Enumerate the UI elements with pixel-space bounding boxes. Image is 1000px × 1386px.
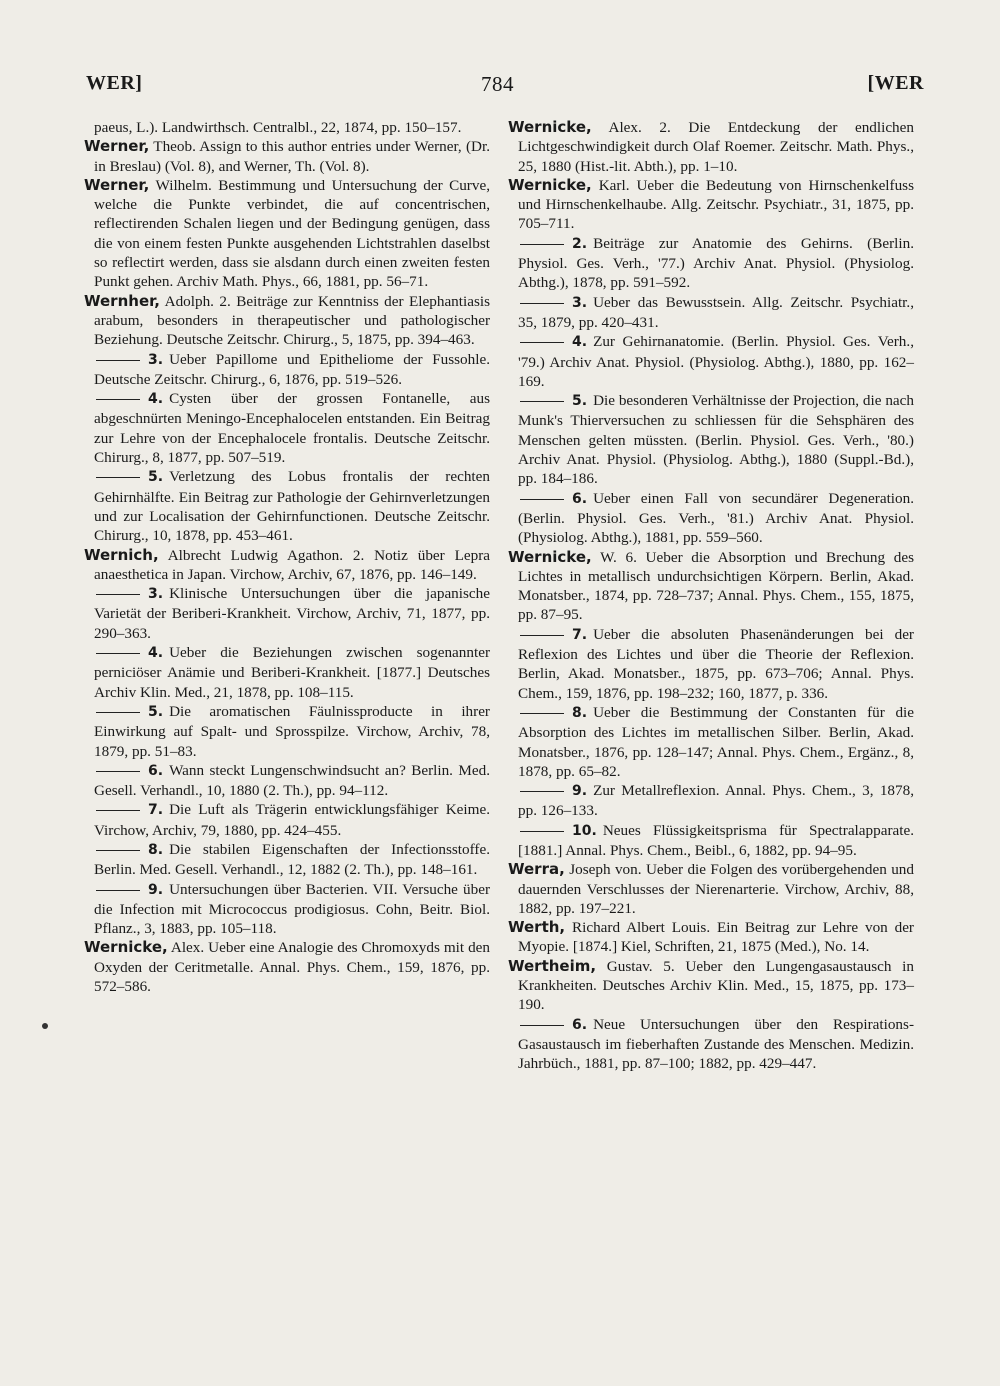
entry-text: Joseph von. Ueber die Folgen des vorübergehenden und dauernden Verschlusses der Nierenarterie. Virchow, Archiv, 88, 1882, pp. 197–221.	[518, 861, 914, 917]
bibliography-entry	[508, 781, 914, 821]
entry-text: Zur Metallreflexion. Annal. Phys. Chem., 3, 1878, pp. 126–133.	[518, 782, 914, 820]
ditto-dash	[96, 810, 140, 811]
entry-text: W. 6. Ueber die Absorption und Brechung des Lichtes in metallisch undurchsichtigen Körpern. Berlin, Akad. Monatsber., 1874, pp. 728–737; Annal. Phys. Chem., 155, 1875, pp. 87–95.	[518, 548, 914, 624]
entry-number: 8.	[572, 704, 588, 721]
ditto-dash	[520, 303, 564, 304]
ditto-dash	[96, 712, 140, 713]
ditto-dash	[520, 635, 564, 636]
entry-number: 7.	[148, 802, 164, 819]
bibliography-entry	[84, 467, 490, 545]
entry-text: Neues Flüssigkeitsprisma für Spectralapparate. [1881.] Annal. Phys. Chem., Beibl., 6, 1882, pp. 94–95.	[518, 821, 914, 859]
bibliography-entry	[84, 643, 490, 702]
entry-number: 6.	[572, 1016, 588, 1033]
ditto-dash	[96, 653, 140, 654]
entry-text: Untersuchungen über Bacterien. VII. Versuche über die Infection mit Micrococcus prodigiosus. Cohn, Beitr. Biol. Pflanz., 3, 1883, pp. 105–118.	[94, 880, 490, 938]
bibliography-entry	[84, 292, 490, 350]
author-name: Wernicke,	[508, 118, 592, 136]
bibliography-entry	[84, 176, 490, 292]
author-name: Wernher,	[84, 291, 161, 310]
entry-number: 4.	[572, 334, 588, 351]
entry-number: 8.	[148, 841, 164, 858]
ditto-dash	[520, 401, 564, 402]
author-name: Wernicke,	[84, 938, 168, 957]
bibliography-entry	[84, 800, 490, 840]
entry-number: 9.	[572, 783, 588, 800]
ditto-dash	[520, 342, 564, 343]
bibliography-entry	[84, 546, 490, 585]
bibliography-entry	[84, 137, 490, 176]
right-column	[508, 118, 914, 1074]
ditto-dash	[96, 360, 140, 361]
entry-number: 7.	[572, 626, 588, 643]
entry-number: 6.	[148, 762, 164, 779]
author-name: Werra,	[508, 860, 565, 879]
ditto-dash	[520, 831, 564, 832]
entry-number: 4.	[148, 391, 164, 408]
entry-text: Die stabilen Eigenschaften der Infectionsstoffe. Berlin. Med. Gesell. Verhandl., 12, 1882 (2. Th.), pp. 148–161.	[94, 840, 490, 879]
entry-number: 2.	[572, 235, 588, 252]
entry-text: Karl. Ueber die Bedeutung von Hirnschenkelfuss und Hirnschenkelhaube. Allg. Zeitschr. Psychiatr., 31, 1875, pp. 705–711.	[518, 176, 914, 233]
ditto-dash	[520, 499, 564, 500]
bibliography-entry	[508, 391, 914, 488]
author-name: Werner,	[84, 137, 150, 156]
bibliography-entry	[508, 293, 914, 333]
bibliography-entry	[508, 489, 914, 548]
bibliography-entry	[508, 625, 914, 703]
bibliography-entry	[508, 118, 914, 176]
entry-text: Verletzung des Lobus frontalis der rechten Gehirnhälfte. Ein Beitrag zur Pathologie der Gehirnverletzungen und zur Localisation der Gehirnfunctionen. Deutsche Zeitschr. Chirurg., 10, 1878, pp. 453–461.	[94, 468, 490, 545]
entry-number: 5.	[148, 703, 164, 720]
bibliography-entry	[508, 548, 914, 625]
ditto-dash	[96, 771, 140, 772]
entry-number: 3.	[148, 586, 164, 603]
margin-dot	[42, 1023, 48, 1029]
bibliography-entry	[84, 702, 490, 761]
entry-text: Theob. Assign to this author entries under Werner, (Dr. in Breslau) (Vol. 8), and Werner, Th. (Vol. 8).	[94, 138, 490, 175]
running-head-left: WER]	[86, 72, 143, 94]
author-name: Wernich,	[84, 545, 159, 564]
bibliography-entry	[84, 938, 490, 996]
ditto-dash	[520, 1025, 564, 1026]
author-name: Wertheim,	[508, 956, 597, 975]
entry-text: Beiträge zur Anatomie des Gehirns. (Berlin. Physiol. Ges. Verh., '77.) Archiv Anat. Physiol. (Physiolog. Abthg.), 1878, pp. 591–592.	[518, 234, 914, 292]
entry-number: 6.	[572, 490, 588, 507]
bibliography-entry	[508, 918, 914, 957]
bibliography-entry	[508, 703, 914, 781]
bibliography-entry	[508, 957, 914, 1015]
entry-text: Die aromatischen Fäulnissproducte in ihrer Einwirkung auf Spalt- und Sprosspilze. Virchow, Archiv, 78, 1879, pp. 51–83.	[94, 702, 490, 760]
author-name: Wernicke,	[508, 547, 592, 566]
entry-number: 4.	[148, 645, 164, 662]
ditto-dash	[520, 791, 564, 792]
entry-text: Gustav. 5. Ueber den Lungengasaustausch in Krankheiten. Deutsches Archiv Klin. Med., 15, 1875, pp. 173–190.	[518, 957, 914, 1014]
entry-text: Albrecht Ludwig Agathon. 2. Notiz über Lepra anaesthetica in Japan. Virchow, Archiv, 67, 1876, pp. 146–149.	[94, 546, 490, 583]
bibliography-entry	[84, 118, 490, 137]
author-name: Wernicke,	[508, 175, 592, 194]
entry-number: 3.	[572, 294, 588, 311]
entry-text: Ueber das Bewusstsein. Allg. Zeitschr. Psychiatr., 35, 1879, pp. 420–431.	[518, 293, 914, 331]
ditto-dash	[520, 713, 564, 714]
entry-text: Adolph. 2. Beiträge zur Kenntniss der Elephantiasis arabum, besonders in therapeutischer und pathologischer Beziehung. Deutsche Zeitschr. Chirurg., 5, 1875, pp. 394–463.	[94, 292, 490, 349]
bibliography-entry	[508, 1015, 914, 1074]
entry-number: 10.	[572, 822, 597, 839]
entry-text: Alex. Ueber eine Analogie des Chromoxyds mit den Oxyden der Ceritmetalle. Annal. Phys. Chem., 159, 1876, pp. 572–586.	[94, 939, 490, 996]
ditto-dash	[520, 244, 564, 245]
bibliography-entry	[508, 860, 914, 918]
ditto-dash	[96, 890, 140, 891]
entry-text: Ueber die Beziehungen zwischen sogenannter perniciöser Anämie und Beriberi-Krankheit. [1877.] Deutsches Archiv Klin. Med., 21, 1878, pp. 108–115.	[94, 644, 490, 701]
entry-number: 9.	[148, 881, 164, 898]
left-column	[84, 118, 490, 996]
ditto-dash	[96, 477, 140, 478]
author-name: Werner,	[84, 175, 150, 194]
ditto-dash	[96, 399, 140, 400]
entry-text: Zur Gehirnanatomie. (Berlin. Physiol. Ges. Verh., '79.) Archiv Anat. Physiol. (Physiolog. Abthg.), 1880, pp. 162–169.	[518, 333, 914, 390]
entry-text: Die Luft als Trägerin entwicklungsfähiger Keime. Virchow, Archiv, 79, 1880, pp. 424–455.	[94, 801, 490, 839]
bibliography-entry	[508, 821, 914, 861]
entry-text: Alex. 2. Die Entdeckung der endlichen Lichtgeschwindigkeit durch Olaf Roemer. Zeitschr. Math. Phys., 25, 1880 (Hist.-lit. Abth.), pp. 1–10.	[518, 119, 914, 175]
entry-text: Cysten über der grossen Fontanelle, aus abgeschnürten Meningo-Encephalocelen entstanden. Ein Beitrag zur Lehre von der Encephalocele frontalis. Deutsche Zeitschr. Chirurg., 8, 1877, pp. 507–519.	[94, 390, 490, 467]
ditto-dash	[96, 850, 140, 851]
bibliography-entry	[84, 389, 490, 467]
ditto-dash	[96, 594, 140, 595]
bibliography-entry	[508, 176, 914, 234]
entry-number: 3.	[148, 351, 164, 368]
bibliography-entry	[508, 234, 914, 293]
entry-text: Neue Untersuchungen über den Respirations-Gasaustausch im fieberhaften Zustande des Menschen. Medizin. Jahrbüch., 1881, pp. 87–100; 1882, pp. 429–447.	[518, 1015, 914, 1073]
running-head-right: [WER	[867, 72, 924, 94]
bibliography-entry	[84, 584, 490, 643]
entry-text: Richard Albert Louis. Ein Beitrag zur Lehre von der Myopie. [1874.] Kiel, Schriften, 21, 1875 (Med.), No. 14.	[518, 919, 914, 956]
entry-text: Klinische Untersuchungen über die japanische Varietät der Beriberi-Krankheit. Virchow, Archiv, 71, 1877, pp. 290–363.	[94, 585, 490, 642]
bibliography-entry	[84, 880, 490, 939]
entry-number: 5.	[572, 393, 588, 410]
bibliography-entry	[508, 332, 914, 391]
entry-text: Ueber die Bestimmung der Constanten für die Absorption des Lichtes im metallischen Silber. Berlin, Akad. Monatsber., 1876, pp. 128–147; Annal. Phys. Chem., Ergänz., 8, 1878, pp. 65–82.	[518, 703, 914, 780]
entry-text: Ueber Papillome und Epitheliome der Fussohle. Deutsche Zeitschr. Chirurg., 6, 1876, pp. 519–526.	[94, 350, 490, 388]
entry-number: 5.	[148, 469, 164, 486]
entry-text: Wann steckt Lungenschwindsucht an? Berlin. Med. Gesell. Verhandl., 10, 1880 (2. Th.), pp. 94–112.	[94, 761, 490, 800]
bibliography-entry	[84, 350, 490, 390]
entry-text: Die besonderen Verhältnisse der Projection, die nach Munk's Thierversuchen zu schliessen für die Sehsphären des Menschen gelten müssten. (Berlin. Physiol. Ges. Verh., '80.) Archiv Anat. Physiol. (Physiolog. Abthg.), 1880 (Suppl.-Bd.), pp. 184–186.	[518, 392, 914, 488]
entry-text: Ueber einen Fall von secundärer Degeneration. (Berlin. Physiol. Ges. Verh., '81.) Archiv Anat. Physiol. (Physiolog. Abthg.), 1881, pp. 559–560.	[518, 489, 914, 547]
page-number: 784	[481, 72, 514, 96]
author-name: Werth,	[508, 918, 566, 937]
bibliography-entry	[84, 761, 490, 801]
bibliography-entry	[84, 840, 490, 880]
entry-text: paeus, L.). Landwirthsch. Centralbl., 22, 1874, pp. 150–157.	[94, 119, 462, 136]
entry-text: Ueber die absoluten Phasenänderungen bei der Reflexion des Lichtes und über die Theorie der Reflexion. Berlin, Akad. Monatsber., 1875, pp. 673–706; Annal. Phys. Chem., 159, 1876, pp. 198–232; 160, 1877, p. 336.	[518, 625, 914, 702]
entry-text: Wilhelm. Bestimmung und Untersuchung der Curve, welche die Punkte verbindet, die auf concentrischen, reflectirenden Schalen liegen und der Bedingung genügen, dass die von einem festen Punkte ausgehenden Lichtstrahlen daselbst so reflectirt werden, dass sie alsdann durch einen zweiten festen Punkt gehen. Archiv Math. Phys., 66, 1881, pp. 56–71.	[94, 176, 490, 291]
